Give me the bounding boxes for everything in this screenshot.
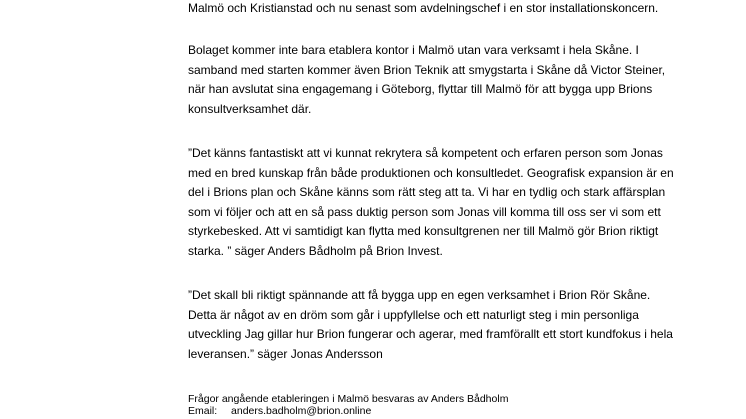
text-line: Detta är något av en dröm som går i uppfyllelse och ett naturligt steg i min personliga [188, 307, 639, 322]
paragraph-expansion [188, 41, 665, 119]
quote-jonas-andersson [188, 286, 673, 364]
text-line: ”Det skall bli riktigt spännande att få bygga upp en egen verksamhet i Brion Rör Skåne. [188, 288, 651, 302]
email-label: Email: [188, 405, 218, 417]
text-line: Malmö och Kristianstad och nu senast som avdelningschef i en stor installationskoncern. [188, 1, 659, 15]
text-line: ”Det känns fantastiskt att vi kunnat rekrytera så kompetent och erfaren person som Jonas [188, 146, 663, 160]
email-link[interactable]: anders.badholm@brion.online [231, 405, 372, 417]
text-line: med en bred kunskap från både produktionen och konsultledet. Geografisk expansion är en [188, 165, 674, 180]
text-line: konsultverksamhet där. [188, 101, 312, 116]
text-line: utveckling Jag gillar hur Brion fungerar och agerar, med framförallt ett stort kundfokus i hela [188, 327, 673, 341]
contact-intro: Frågor angående etableringen i Malmö besvaras av Anders Bådholm [188, 393, 509, 405]
text-line: leveransen.” säger Jonas Andersson [188, 346, 383, 361]
paragraph-background [188, 0, 658, 19]
text-line: samband med starten kommer även Brion Teknik att smygstarta i Skåne då Victor Steiner, [188, 62, 666, 77]
text-line: styrkebesked. Att vi samtidigt kan flytta med konsultgrenen ner till Malmö gör Brion riktigt [188, 224, 659, 238]
text-line: när han avslutat sina engagemang i Göteborg, flyttar till Malmö för att bygga upp Brions [188, 82, 653, 96]
quote-anders-badholm [188, 144, 674, 261]
contact-block [188, 393, 508, 417]
text-line: som vi följer och att en så pass duktig person som Jonas vill komma till oss ser vi som ett [188, 204, 661, 219]
text-line: starka. ” säger Anders Bådholm på Brion Invest. [188, 243, 443, 258]
text-line: Bolaget kommer inte bara etablera kontor i Malmö utan vara verksamt i hela Skåne. I [188, 43, 639, 57]
email-row [188, 405, 508, 417]
text-line: del i Brions plan och Skåne känns som rätt steg att ta. Vi har en tydlig och stark affärsplan [188, 185, 666, 199]
